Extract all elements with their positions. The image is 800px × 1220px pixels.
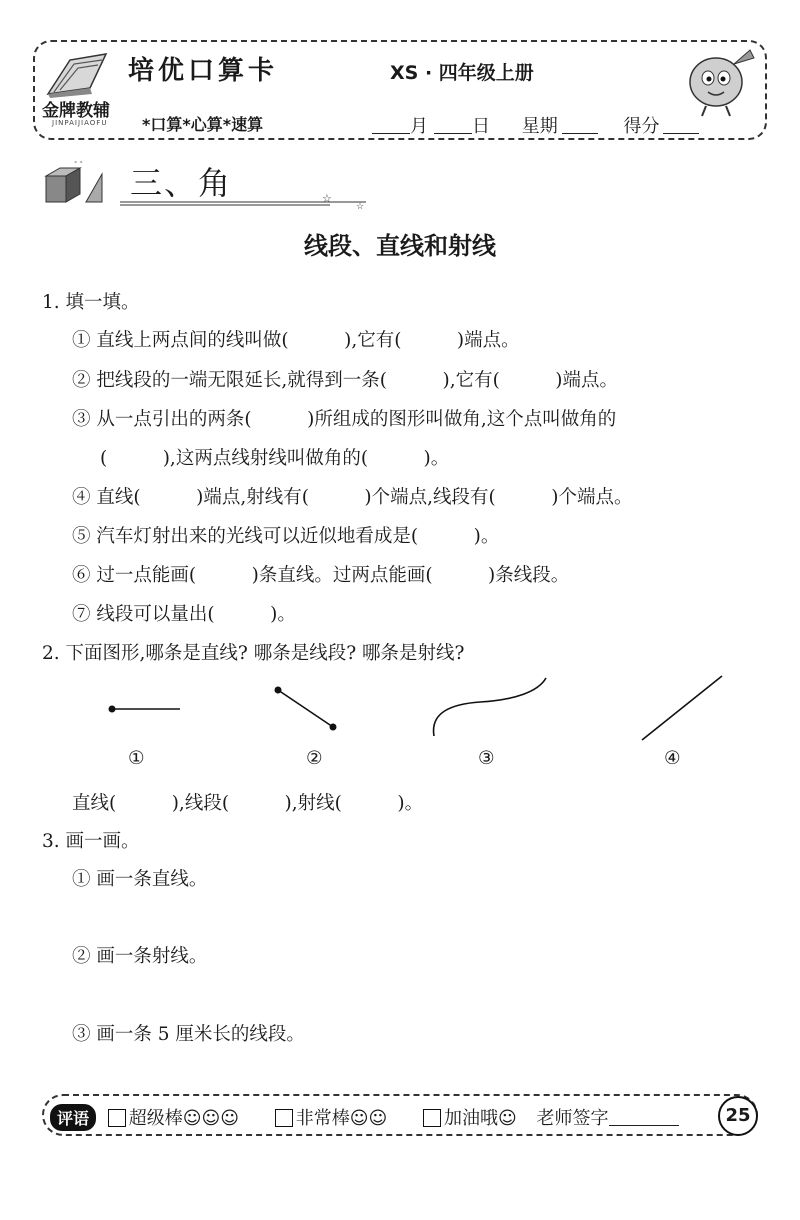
q2-answer-line: 直线( ),线段( ),射线( )。 (72, 793, 424, 814)
checkbox-great[interactable] (275, 1109, 293, 1127)
figure-2-segment (275, 687, 337, 731)
brand-subtitle: *口算*心算*速算 (142, 115, 264, 134)
score-label: 得分 (623, 116, 660, 137)
option-super: 超级棒☺☺☺ (128, 1108, 240, 1129)
figure-1-segment-one-endpoint (109, 706, 181, 713)
logo-small-text: JINPAIJIAOFU (52, 119, 108, 127)
mascot-icon (676, 44, 760, 118)
svg-text:☆: ☆ (322, 192, 332, 205)
logo-text: 金牌教辅 (42, 101, 110, 121)
month-blank[interactable] (372, 133, 410, 134)
q1-item: ⑤ 汽车灯射出来的光线可以近似地看成是( )。 (72, 526, 500, 547)
month-label: 月 (410, 116, 428, 137)
comment-badge: 评语 (50, 1104, 96, 1131)
day-blank[interactable] (434, 133, 472, 134)
option-great: 非常棒☺☺ (295, 1108, 388, 1129)
date-score-row (372, 112, 699, 138)
q3-item: ① 画一条直线。 (72, 869, 208, 890)
book-logo-icon (40, 48, 120, 100)
figure-label: ④ (664, 748, 681, 769)
figure-label: ① (128, 748, 145, 769)
page-number: 25 (718, 1096, 758, 1136)
day-label: 日 (472, 116, 490, 137)
q2-figures (0, 670, 800, 750)
q3-item: ③ 画一条 5 厘米长的线段。 (72, 1024, 305, 1045)
weekday-label: 星期 (521, 116, 558, 137)
signature-label: 老师签字 (536, 1108, 609, 1129)
score-blank[interactable] (663, 133, 699, 134)
q3-heading: 3. 画一画。 (42, 831, 140, 852)
figure-4-line (642, 676, 722, 740)
weekday-blank[interactable] (562, 133, 598, 134)
grade-label: XS · 四年级上册 (390, 62, 534, 84)
q1-item: ⑥ 过一点能画( )条直线。过两点能画( )条线段。 (72, 565, 570, 586)
footer-row (50, 1104, 679, 1131)
q1-item-continued: ( ),这两点线射线叫做角的( )。 (100, 448, 450, 469)
q1-item: ① 直线上两点间的线叫做( ),它有( )端点。 (72, 330, 520, 351)
svg-text:∘ ∘: ∘ ∘ (74, 158, 84, 166)
section-title: 三、角 (130, 164, 233, 202)
q1-item: ⑦ 线段可以量出( )。 (72, 604, 296, 625)
svg-text:☆: ☆ (356, 202, 365, 210)
q2-heading: 2. 下面图形,哪条是直线? 哪条是线段? 哪条是射线? (42, 643, 465, 664)
option-keep-going: 加油哦☺ (444, 1108, 517, 1129)
figure-label: ② (306, 748, 323, 769)
figure-label: ③ (478, 748, 495, 769)
q1-heading: 1. 填一填。 (42, 292, 140, 313)
q1-item: ④ 直线( )端点,射线有( )个端点,线段有( )个端点。 (72, 487, 633, 508)
q1-item: ② 把线段的一端无限延长,就得到一条( ),它有( )端点。 (72, 370, 619, 391)
q3-item: ② 画一条射线。 (72, 946, 208, 967)
checkbox-keep-going[interactable] (423, 1109, 441, 1127)
q1-item: ③ 从一点引出的两条( )所组成的图形叫做角,这个点叫做角的 (72, 409, 617, 430)
figure-3-curve (434, 678, 546, 736)
lesson-title: 线段、直线和射线 (304, 232, 496, 260)
checkbox-super[interactable] (108, 1109, 126, 1127)
signature-line[interactable] (609, 1125, 679, 1126)
brand-title: 培优口算卡 (128, 56, 279, 86)
